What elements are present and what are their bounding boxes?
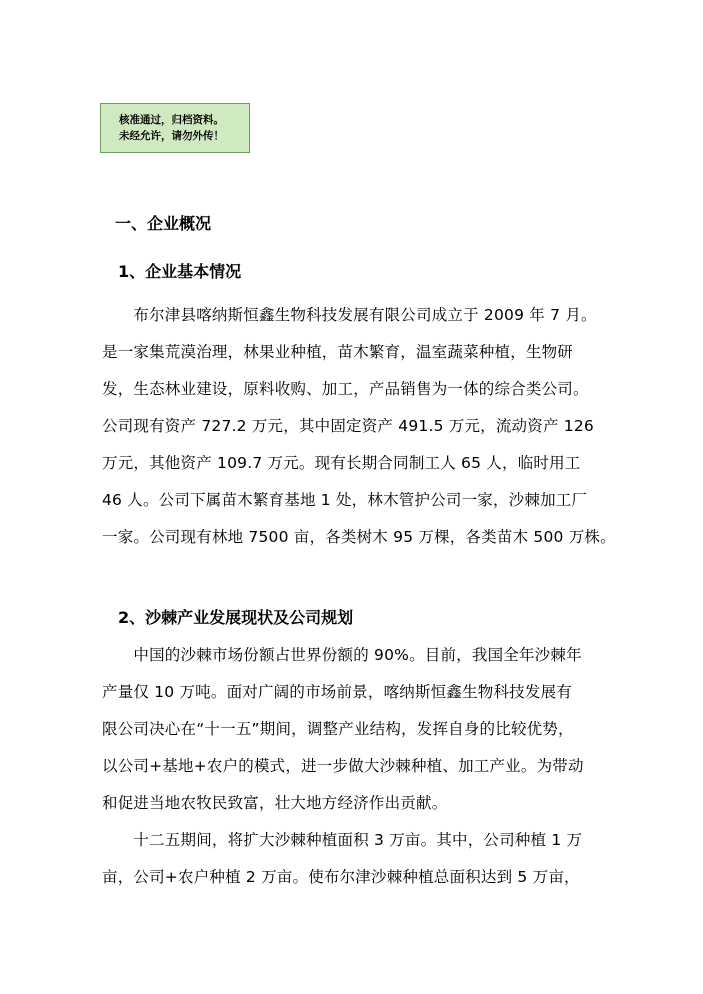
sub-heading-seabuckthorn: 2、沙棘产业发展现状及公司规划 (118, 608, 354, 627)
paragraph-line: 亩，公司+农户种植 2 万亩。使布尔津沙棘种植总面积达到 5 万亩， (102, 868, 580, 886)
paragraph-line: 以公司+基地+农户的模式，进一步做大沙棘种植、加工产业。为带动 (102, 757, 584, 775)
paragraph-line: 布尔津县喀纳斯恒鑫生物科技发展有限公司成立于 2009 年 7 月。 (102, 306, 597, 324)
section-heading-overview: 一、企业概况 (115, 214, 212, 233)
stamp-line-1: 核准通过，归档资料。 (119, 114, 224, 126)
paragraph-line: 中国的沙棘市场份额占世界份额的 90%。目前，我国全年沙棘年 (102, 646, 582, 664)
paragraph-line: 和促进当地农牧民致富，壮大地方经济作出贡献。 (102, 794, 448, 812)
paragraph-line: 发，生态林业建设，原料收购、加工，产品销售为一体的综合类公司。 (102, 380, 589, 398)
sub-heading-basic-info: 1、企业基本情况 (118, 262, 242, 281)
paragraph-line: 公司现有资产 727.2 万元，其中固定资产 491.5 万元，流动资产 126 (102, 417, 594, 435)
paragraph-line: 十二五期间，将扩大沙棘种植面积 3 万亩。其中，公司种植 1 万 (102, 831, 583, 849)
paragraph-line: 限公司决心在“十一五”期间，调整产业结构，发挥自身的比较优势， (102, 720, 574, 738)
paragraph-line: 是一家集荒漠治理，林果业种植，苗木繁育，温室蔬菜种植，生物研 (102, 343, 574, 361)
stamp-line-2: 未经允许，请勿外传！ (119, 130, 224, 142)
paragraph-line: 46 人。公司下属苗木繁育基地 1 处，林木管护公司一家，沙棘加工厂 (102, 491, 588, 509)
paragraph-line: 一家。公司现有林地 7500 亩，各类树木 95 万棵，各类苗木 500 万株。 (102, 528, 616, 546)
paragraph-line: 产量仅 10 万吨。面对广阔的市场前景，喀纳斯恒鑫生物科技发展有 (102, 683, 572, 701)
paragraph-line: 万元，其他资产 109.7 万元。现有长期合同制工人 65 人，临时用工 (102, 454, 581, 472)
approval-stamp (100, 103, 250, 153)
